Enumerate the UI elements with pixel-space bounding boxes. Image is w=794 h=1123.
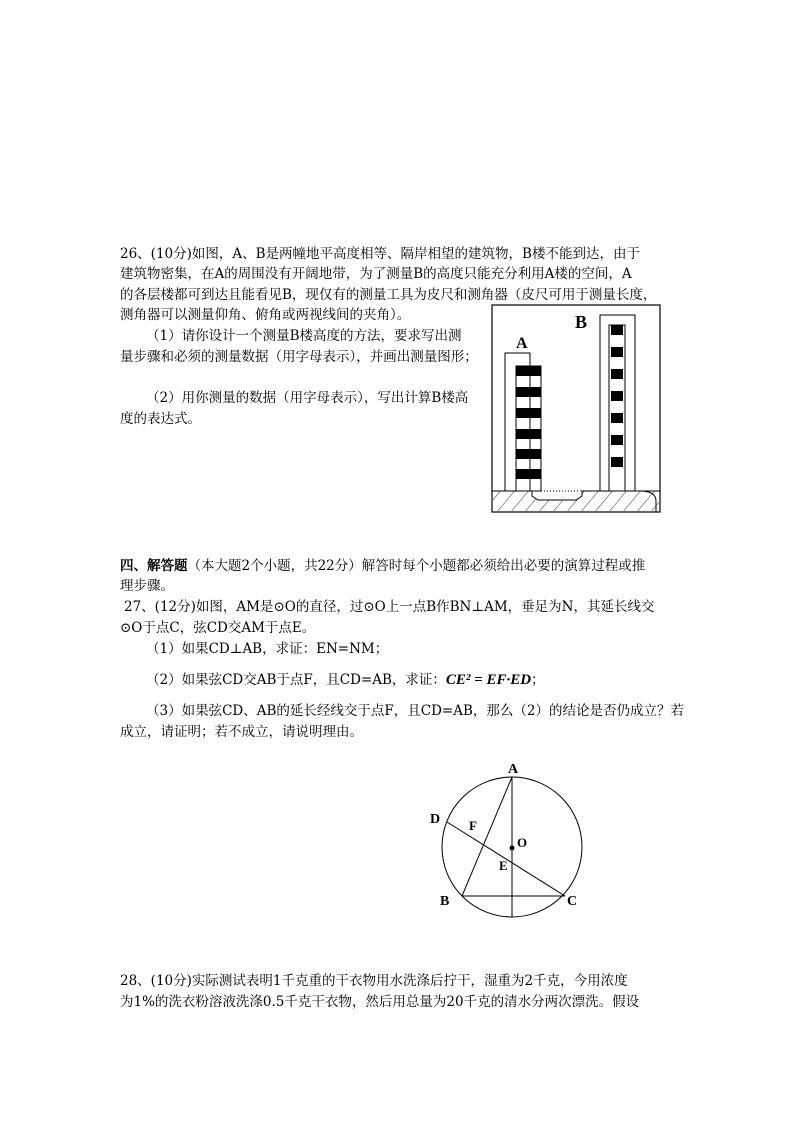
q26-line-4: 测角器可以测量仰角、俯角或两视线间的夹角）。 — [120, 307, 411, 323]
q27-part2 — [146, 670, 545, 690]
label-c: C — [567, 894, 578, 909]
q27-part3-line-1: （3）如果弦CD、AB的延长经线交于点F，且CD=AB，那么（2）的结论是否仍成立？若 — [146, 703, 685, 719]
section4-line-1 — [120, 556, 645, 576]
building-b — [575, 312, 635, 491]
q27-part2-text: （2）如果弦CD交AB于点F，且CD=AB，求证： — [146, 672, 446, 688]
q27-line-1: 27、(12分)如图，AM是⊙O的直径，过⊙O上一点B作BN⊥AM，垂足为N，其延长线交 — [124, 599, 655, 615]
q26-line-1: 26、(10分)如图，A、B是两幢地平高度相等、隔岸相望的建筑物，B楼不能到达，由于 — [120, 246, 640, 262]
q27-line-2: ⊙O于点C，弦CD交AM于点E。 — [120, 620, 316, 636]
q26-line-2: 建筑物密集，在A的周围没有开阔地带，为了测量B的高度只能充分利用A楼的空间，A — [120, 266, 632, 282]
section4-intro: （本大题2个小题，共22分）解答时每个小题都必须给出必要的演算过程或推 — [187, 558, 646, 574]
q26-part2-line-2: 度的表达式。 — [120, 411, 201, 427]
building-a — [505, 335, 541, 491]
section4-line-2: 理步骤。 — [120, 578, 174, 594]
label-a: A — [508, 762, 519, 777]
label-d: D — [430, 812, 441, 827]
q27-part2-end: ； — [531, 672, 545, 688]
buildings-figure — [490, 303, 662, 515]
q28-line-2: 为1%的洗衣粉溶液洗涤0.5千克干衣物，然后用总量为20千克的清水分两次漂洗。假设 — [120, 994, 640, 1010]
circle-figure — [420, 755, 600, 920]
building-b-label: B — [575, 312, 588, 332]
q27-part3-line-2: 成立，请证明；若不成立，请说明理由。 — [120, 724, 363, 740]
label-f: F — [469, 818, 477, 833]
q26-part1-line-1: （1）请你设计一个测量B楼高度的方法，要求写出测 — [146, 328, 462, 344]
q27-part2-formula: CE² = EF·ED — [445, 672, 532, 688]
building-a-label: A — [516, 335, 528, 352]
q26-part2-line-1: （2）用你测量的数据（用字母表示），写出计算B楼高 — [146, 390, 469, 406]
label-b: B — [440, 894, 450, 909]
ground-hatch — [492, 491, 660, 512]
label-o: O — [517, 835, 528, 850]
q27-part1: （1）如果CD⊥AB，求证：EN=NM； — [146, 641, 389, 657]
q26-part1-line-2: 量步骤和必须的测量数据（用字母表示），并画出测量图形； — [120, 349, 478, 365]
q28-line-1: 28、(10分)实际测试表明1千克重的干衣物用水洗涤后拧干，湿重为2千克，今用浓度 — [120, 973, 628, 989]
center-point — [510, 846, 515, 851]
q26-line-3: 的各层楼都可到达且能看见B，现仅有的测量工具为皮尺和测角器（皮尺可用于测量长度， — [120, 287, 657, 303]
section4-heading: 四、解答题 — [120, 558, 188, 574]
label-e: E — [499, 858, 508, 873]
